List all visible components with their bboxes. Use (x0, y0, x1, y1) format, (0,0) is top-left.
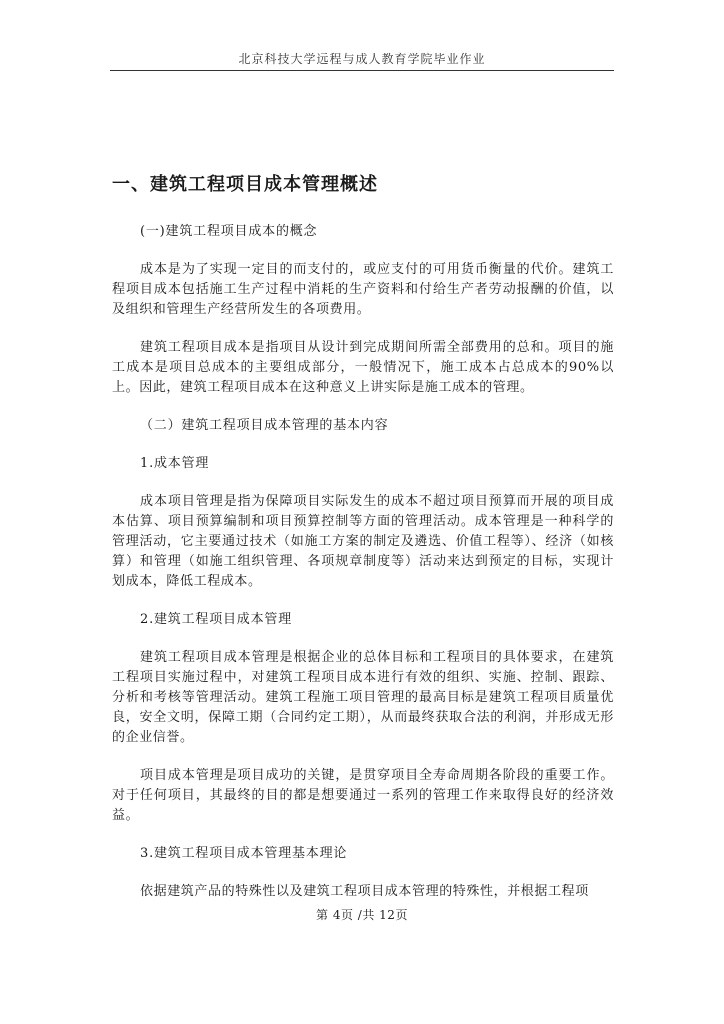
page-number: 第 4页 /共 12页 (316, 908, 408, 922)
paragraph-3: 成本项目管理是指为保障项目实际发生的成本不超过项目预算而开展的项目成本估算、项目预算编制和项目预算控制等方面的管理活动。成本管理是一种科学的管理活动，它主要通过技术（如施工方案的制定及遴选、价值工程等）、经济（如核算）和管理（如施工组织管理、各项规章制度等）活动来达到预定的目标，实现计划成本，降低工程成本。 (112, 494, 614, 589)
paragraph-1: 成本是为了实现一定目的而支付的，或应支付的可用货币衡量的代价。建筑工程项目成本包括施工生产过程中消耗的生产资料和付给生产者劳动报酬的价值，以及组织和管理生产经营所发生的各项费用。 (112, 262, 614, 317)
page-header: 北京科技大学远程与成人教育学院毕业作业 (238, 52, 486, 66)
paragraph-4: 建筑工程项目成本管理是根据企业的总体目标和工程项目的具体要求，在建筑工程项目实施过程中，对建筑工程项目成本进行有效的组织、实施、控制、跟踪、分析和考核等管理活动。建筑工程施工项目管理的最高目标是建筑工程项目质量优良，安全文明，保障工期（合同约定工期），从而最终获取合法的利润，并形成无形的企业信誉。 (112, 650, 614, 745)
document-body (112, 172, 614, 920)
section-heading: 一、建筑工程项目成本管理概述 (112, 174, 378, 195)
paragraph-5: 项目成本管理是项目成功的关键，是贯穿项目全寿命周期各阶段的重要工作。对于任何项目，其最终的目的都是想要通过一系列的管理工作来取得良好的经济效益。 (112, 768, 614, 823)
subheading-concept: (一)建筑工程项目成本的概念 (140, 224, 318, 239)
paragraph-6: 依据建筑产品的特殊性以及建筑工程项目成本管理的特殊性，并根据工程项 (140, 884, 589, 899)
subheading-basic-content: （二）建筑工程项目成本管理的基本内容 (140, 418, 389, 433)
subheading-basic-theory: 3.建筑工程项目成本管理基本理论 (140, 846, 348, 861)
paragraph-2: 建筑工程项目成本是指项目从设计到完成期间所需全部费用的总和。项目的施工成本是项目总成本的主要组成部分，一般情况下，施工成本占总成本的90%以上。因此，建筑工程项目成本在这种意义上讲实际是施工成本的管理。 (112, 340, 614, 395)
subheading-cost-management: 1.成本管理 (140, 456, 210, 471)
header-divider (110, 70, 614, 71)
subheading-project-cost-management: 2.建筑工程项目成本管理 (140, 612, 293, 627)
